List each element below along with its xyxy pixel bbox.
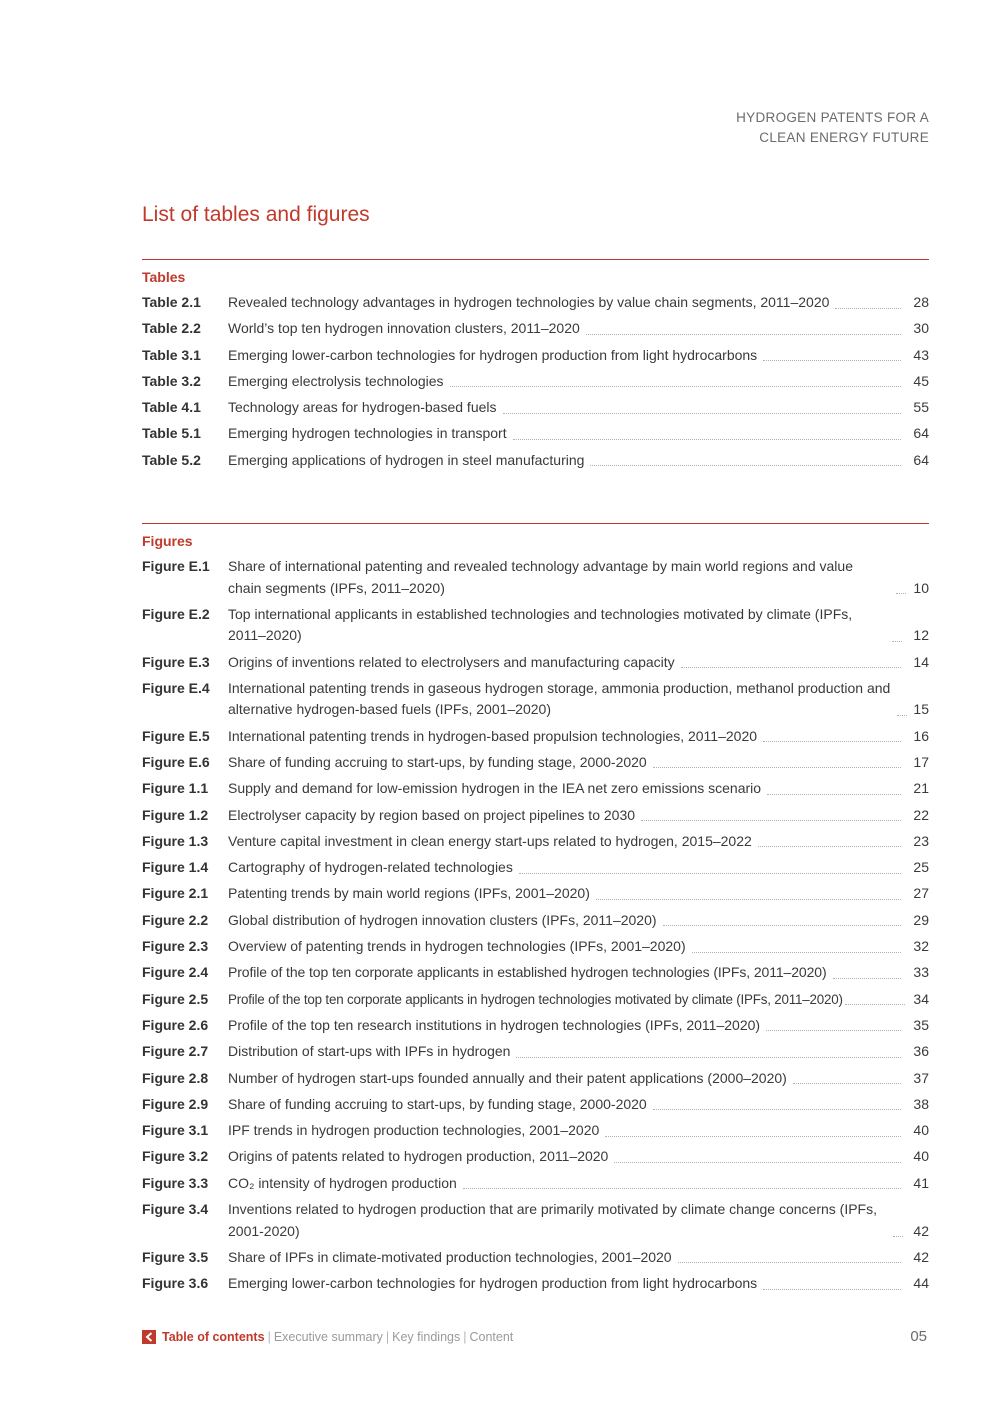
entry-title: Emerging hydrogen technologies in transport [228, 425, 507, 442]
dot-leader [653, 767, 901, 768]
dot-leader [663, 925, 901, 926]
toc-entry-figure-2-9[interactable] [142, 1094, 929, 1116]
dot-leader [767, 794, 901, 795]
entry-title: Overview of patenting trends in hydrogen technologies (IPFs, 2001–2020) [228, 938, 686, 955]
toc-entry-figure-e-4[interactable] [142, 678, 929, 721]
entry-label: Figure 3.2 [142, 1148, 209, 1165]
toc-entry-table-3-2[interactable] [142, 371, 929, 393]
dot-leader [503, 413, 901, 414]
entry-title: Profile of the top ten research institutions in hydrogen technologies (IPFs, 2011–2020) [228, 1016, 761, 1033]
entry-page-number: 37 [913, 1069, 929, 1086]
entry-page-number: 42 [913, 1248, 929, 1265]
document-header [736, 108, 929, 148]
entry-page-number: 30 [913, 320, 929, 337]
entry-label: Figure 2.7 [142, 1043, 209, 1060]
toc-entry-figure-e-6[interactable] [142, 752, 929, 774]
dot-leader [763, 1289, 901, 1290]
table-of-contents-link[interactable]: Table of contents [162, 1329, 265, 1344]
dot-leader [681, 667, 901, 668]
entry-label: Figure 3.3 [142, 1174, 209, 1191]
entry-title: Distribution of start-ups with IPFs in hydrogen [228, 1043, 511, 1060]
dot-leader [513, 439, 901, 440]
entry-title: IPF trends in hydrogen production technologies, 2001–2020 [228, 1122, 600, 1139]
entry-title: Emerging applications of hydrogen in steel manufacturing [228, 451, 585, 468]
entry-title: Profile of the top ten corporate applicants in established hydrogen technologies (IPFs, 2011–2020) [228, 964, 827, 981]
dot-leader [519, 873, 901, 874]
entry-label: Table 5.2 [142, 451, 201, 468]
figures-section [142, 523, 929, 1299]
dot-leader [678, 1262, 901, 1263]
entry-label: Figure 1.4 [142, 859, 209, 876]
entry-title: CO₂ intensity of hydrogen production [228, 1174, 457, 1191]
figures-heading: Figures [142, 533, 193, 549]
dot-leader [450, 386, 901, 387]
toc-entry-figure-2-7[interactable] [142, 1041, 929, 1063]
entry-page-number: 38 [913, 1095, 929, 1112]
entry-label: Figure 3.5 [142, 1248, 209, 1265]
entry-label: Figure 2.8 [142, 1069, 209, 1086]
entry-page-number: 23 [913, 832, 929, 849]
entry-title: Share of international patenting and revealed technology advantage by main world regions and value chain segments (IPFs, 2011–2020) [228, 558, 853, 596]
entry-title: Revealed technology advantages in hydrogen technologies by value chain segments, 2011–2020 [228, 294, 830, 310]
entry-label: Table 2.1 [142, 294, 201, 310]
entry-label: Figure 2.1 [142, 885, 209, 902]
entry-label: Figure 2.4 [142, 964, 209, 981]
entry-page-number: 35 [913, 1016, 929, 1033]
executive-summary-link[interactable]: Executive summary [273, 1329, 383, 1344]
toc-entry-figure-2-8[interactable] [142, 1068, 929, 1090]
entry-label: Table 3.1 [142, 346, 201, 363]
entry-label: Figure 3.1 [142, 1122, 209, 1139]
entry-label: Table 3.2 [142, 372, 201, 389]
entry-label: Figure E.3 [142, 653, 210, 670]
entry-page-number: 14 [913, 653, 929, 670]
tables-section [142, 259, 929, 476]
footer-separator: | [385, 1329, 390, 1344]
dot-leader [793, 1083, 901, 1084]
entry-title: Origins of inventions related to electrolysers and manufacturing capacity [228, 653, 675, 670]
page-number: 05 [910, 1328, 927, 1345]
entry-label: Table 4.1 [142, 399, 201, 416]
entry-label: Figure 2.2 [142, 911, 209, 928]
dot-leader [835, 308, 901, 309]
entry-title: Global distribution of hydrogen innovation clusters (IPFs, 2011–2020) [228, 911, 657, 928]
footer-separator: | [267, 1329, 271, 1344]
entry-page-number: 10 [913, 579, 929, 596]
entry-title: International patenting trends in gaseous hydrogen storage, ammonia production, methanol production and alternative hydrogen-based fuels (IPFs, 2001–2020) [228, 679, 891, 718]
entry-page-number: 64 [913, 425, 929, 442]
entry-label: Figure 2.9 [142, 1095, 209, 1112]
entry-title: Share of IPFs in climate-motivated production technologies, 2001–2020 [228, 1248, 672, 1265]
dot-leader [897, 715, 907, 716]
toc-entry-figure-3-4[interactable] [142, 1199, 929, 1242]
dot-leader [763, 360, 901, 361]
entry-title: Inventions related to hydrogen production that are primarily motivated by climate change concerns (IPFs, 2001-2020) [228, 1201, 877, 1239]
entry-page-number: 25 [913, 859, 929, 876]
dot-leader [590, 465, 901, 466]
toc-entry-table-4-1[interactable] [142, 397, 929, 419]
toc-entry-table-2-1[interactable] [142, 292, 929, 314]
toc-entry-figure-1-3[interactable] [142, 831, 929, 853]
section-divider [142, 523, 929, 524]
toc-entry-figure-2-1[interactable] [142, 883, 929, 905]
toc-entry-figure-1-4[interactable] [142, 857, 929, 879]
entry-page-number: 27 [913, 885, 929, 902]
entry-page-number: 29 [913, 911, 929, 928]
entry-label: Figure 1.1 [142, 780, 209, 797]
entry-page-number: 42 [913, 1222, 929, 1239]
dot-leader [586, 334, 901, 335]
entry-label: Figure 2.6 [142, 1016, 209, 1033]
dot-leader [516, 1057, 901, 1058]
entry-title: Emerging electrolysis technologies [228, 372, 444, 389]
entry-page-number: 40 [913, 1122, 929, 1139]
entry-label: Figure 2.5 [142, 990, 209, 1007]
entry-label: Figure 1.2 [142, 806, 209, 823]
entry-label: Figure E.5 [142, 727, 210, 744]
dot-leader [758, 846, 901, 847]
entry-page-number: 15 [913, 701, 929, 718]
toc-entry-figure-3-1[interactable] [142, 1120, 929, 1142]
entry-page-number: 28 [913, 294, 929, 310]
entry-page-number: 44 [913, 1275, 929, 1292]
entry-page-number: 64 [913, 451, 929, 468]
entry-page-number: 43 [913, 346, 929, 363]
entry-title: Venture capital investment in clean energy start-ups related to hydrogen, 2015–2022 [228, 832, 752, 849]
toc-entry-figure-3-6[interactable] [142, 1273, 929, 1295]
page-footer [142, 1328, 927, 1345]
entry-label: Figure 2.3 [142, 938, 209, 955]
entry-title: Number of hydrogen start-ups founded annually and their patent applications (2000–2020) [228, 1069, 787, 1086]
content-link[interactable]: Content [469, 1329, 514, 1344]
entry-title: Share of funding accruing to start-ups, by funding stage, 2000-2020 [228, 753, 647, 770]
dot-leader [641, 820, 901, 821]
entry-title: Share of funding accruing to start-ups, by funding stage, 2000-2020 [228, 1095, 647, 1112]
entry-page-number: 36 [913, 1043, 929, 1060]
entry-page-number: 33 [913, 964, 929, 981]
entry-label: Figure 3.6 [142, 1275, 209, 1292]
entry-title: Cartography of hydrogen-related technologies [228, 859, 513, 876]
entry-label: Figure 1.3 [142, 832, 209, 849]
page-title: List of tables and figures [142, 203, 370, 226]
entry-page-number: 45 [913, 372, 929, 389]
toc-entry-figure-e-2[interactable] [142, 604, 929, 647]
entry-label: Figure E.4 [142, 679, 210, 696]
dot-leader [763, 741, 901, 742]
dot-leader [692, 952, 901, 953]
dot-leader [766, 1030, 901, 1031]
dot-leader [614, 1162, 901, 1163]
dot-leader [596, 899, 901, 900]
dot-leader [845, 1004, 905, 1005]
toc-entry-figure-2-2[interactable] [142, 910, 929, 932]
dot-leader [833, 978, 901, 979]
dot-leader [892, 641, 902, 642]
entry-page-number: 55 [913, 399, 929, 416]
chevron-left-icon[interactable] [142, 1330, 156, 1344]
toc-entry-figure-1-1[interactable] [142, 778, 929, 800]
toc-entry-table-2-2[interactable] [142, 318, 929, 340]
entry-page-number: 12 [913, 627, 929, 644]
entry-page-number: 17 [913, 753, 929, 770]
toc-entry-figure-e-5[interactable] [142, 726, 929, 748]
tables-heading: Tables [142, 269, 186, 285]
toc-entry-figure-1-2[interactable] [142, 805, 929, 827]
toc-entry-figure-e-3[interactable] [142, 652, 929, 674]
entry-label: Figure 3.4 [142, 1201, 209, 1218]
entry-label: Figure E.1 [142, 558, 210, 574]
entry-title: Origins of patents related to hydrogen production, 2011–2020 [228, 1148, 609, 1165]
entry-title: Top international applicants in established technologies and technologies motivated by climate (IPFs, 2011–2020) [228, 605, 853, 644]
dot-leader [893, 1236, 903, 1237]
entry-title: Emerging lower-carbon technologies for hydrogen production from light hydrocarbons [228, 346, 758, 363]
toc-entry-figure-2-3[interactable] [142, 936, 929, 958]
entry-title: World’s top ten hydrogen innovation clusters, 2011–2020 [228, 320, 580, 337]
entry-page-number: 34 [913, 990, 929, 1007]
entry-title: Patenting trends by main world regions (IPFs, 2001–2020) [228, 885, 590, 902]
toc-entry-figure-3-5[interactable] [142, 1247, 929, 1269]
toc-entry-figure-2-5[interactable] [142, 989, 929, 1011]
entry-title: Supply and demand for low-emission hydrogen in the IEA net zero emissions scenario [228, 780, 762, 797]
entry-title: Technology areas for hydrogen-based fuels [228, 399, 497, 416]
entry-page-number: 21 [913, 780, 929, 797]
dot-leader [463, 1188, 901, 1189]
entry-page-number: 40 [913, 1148, 929, 1165]
dot-leader [605, 1136, 901, 1137]
entry-title: Electrolyser capacity by region based on project pipelines to 2030 [228, 806, 636, 823]
toc-entry-figure-e-1[interactable] [142, 556, 929, 599]
entry-title: Emerging lower-carbon technologies for hydrogen production from light hydrocarbons [228, 1275, 758, 1292]
entry-title: Profile of the top ten corporate applicants in hydrogen technologies motivated by climate (IPFs, 2011–2020) [228, 991, 843, 1007]
header-line-1: HYDROGEN PATENTS FOR A [736, 110, 929, 125]
toc-entry-table-5-1[interactable] [142, 423, 929, 445]
toc-entry-figure-3-3[interactable] [142, 1173, 929, 1195]
toc-entry-table-3-1[interactable] [142, 345, 929, 367]
toc-entry-figure-2-6[interactable] [142, 1015, 929, 1037]
entry-label: Table 2.2 [142, 320, 201, 337]
entry-label: Table 5.1 [142, 425, 201, 442]
entry-page-number: 16 [913, 727, 929, 744]
entry-page-number: 22 [913, 806, 929, 823]
key-findings-link[interactable]: Key findings [392, 1329, 461, 1344]
header-line-2: CLEAN ENERGY FUTURE [759, 130, 929, 145]
entry-title: International patenting trends in hydrogen-based propulsion technologies, 2011–2020 [228, 727, 758, 744]
entry-label: Figure E.6 [142, 753, 210, 770]
entry-page-number: 32 [913, 938, 929, 955]
entry-page-number: 41 [913, 1174, 929, 1191]
section-divider [142, 259, 929, 260]
toc-entry-figure-2-4[interactable] [142, 962, 929, 984]
dot-leader [653, 1109, 901, 1110]
toc-entry-table-5-2[interactable] [142, 450, 929, 472]
entry-label: Figure E.2 [142, 605, 210, 622]
footer-separator: | [463, 1329, 467, 1344]
dot-leader [896, 593, 906, 594]
toc-entry-figure-3-2[interactable] [142, 1146, 929, 1168]
